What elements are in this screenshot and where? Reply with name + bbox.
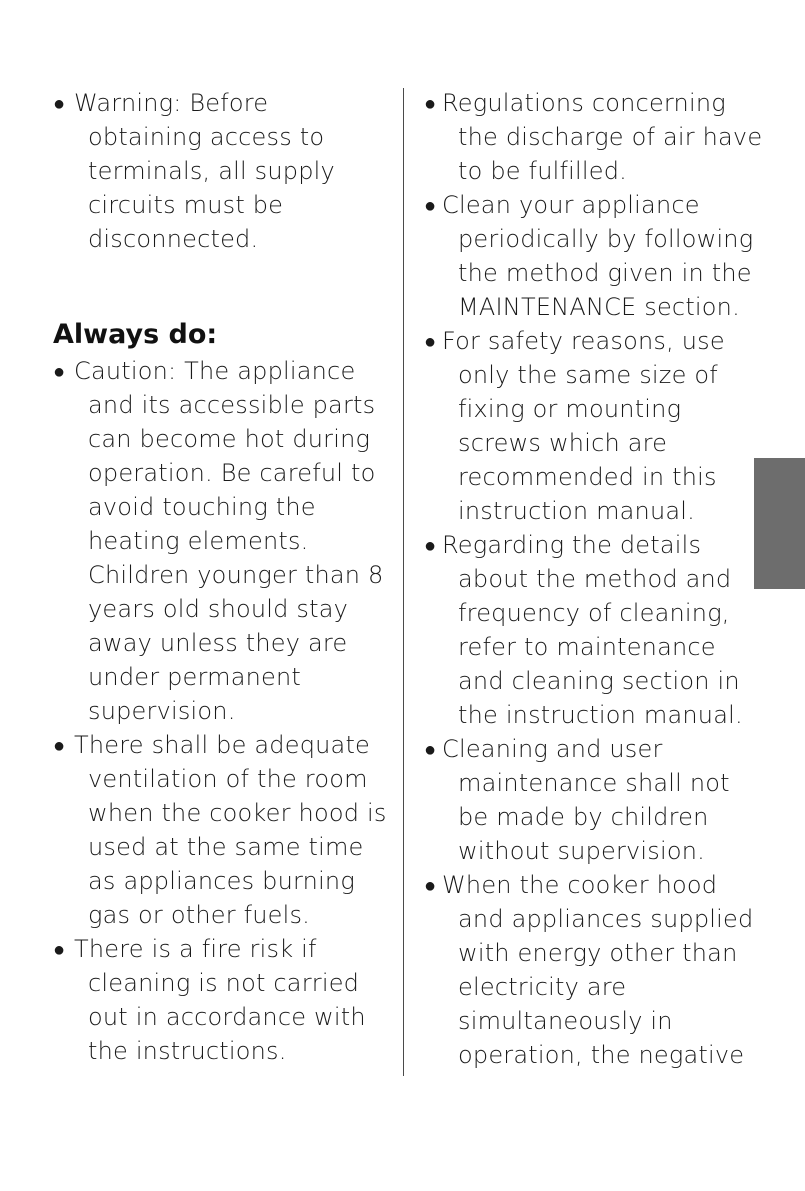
item-line: can become hot during (88, 425, 371, 453)
item-line: used at the same time (88, 833, 364, 861)
item-line: and cleaning section in (458, 667, 740, 695)
item-line: Children younger than 8 (88, 561, 384, 589)
item-line: frequency of cleaning, (458, 599, 730, 627)
item-line: the method given in the (458, 259, 752, 287)
item-line: to be fulfilled. (458, 157, 627, 185)
item-line: years old should stay (88, 595, 349, 623)
item-line: ventilation of the room (88, 765, 368, 793)
left-column (53, 86, 398, 1068)
item-line: MAINTENANCE section. (458, 293, 740, 321)
item-line: There shall be adequate (74, 731, 371, 759)
item-line: and its accessible parts (88, 391, 376, 419)
item-line: Cleaning and user (442, 735, 663, 763)
list-item (424, 324, 764, 528)
item-line: terminals, all supply (88, 157, 335, 185)
item-line: operation. Be careful to (88, 459, 376, 487)
item-line: Warning: Before (74, 89, 269, 117)
item-line: maintenance shall not (458, 769, 730, 797)
item-line: There is a fire risk if (74, 935, 317, 963)
item-line: Clean your appliance (442, 191, 700, 219)
list-item (424, 86, 764, 188)
item-line: about the method and (458, 565, 732, 593)
bullet-icon: ● (424, 737, 437, 761)
item-line: instruction manual. (458, 497, 695, 525)
warning-item (53, 86, 398, 256)
list-item (53, 354, 398, 728)
item-line: the instructions. (88, 1037, 287, 1065)
right-column (424, 86, 764, 1072)
section-side-tab (754, 458, 805, 589)
item-line: when the cooker hood is (88, 799, 387, 827)
item-line: operation, the negative (458, 1041, 745, 1069)
item-line: with energy other than (458, 939, 738, 967)
bullet-icon: ● (424, 193, 437, 217)
list-item (424, 732, 764, 868)
item-line: disconnected. (88, 225, 259, 253)
list-item (424, 868, 764, 1072)
item-line: periodically by following (458, 225, 754, 253)
item-line: Caution: The appliance (74, 357, 356, 385)
item-line: as appliances burning (88, 867, 355, 895)
list-item (424, 188, 764, 324)
list-item (424, 528, 764, 732)
item-line: circuits must be (88, 191, 284, 219)
column-divider (403, 88, 404, 1076)
item-line: When the cooker hood (442, 871, 718, 899)
item-line: For safety reasons, use (442, 327, 725, 355)
item-line: without supervision. (458, 837, 705, 865)
item-line: obtaining access to (88, 123, 325, 151)
item-line: Regulations concerning (442, 89, 726, 117)
item-line: cleaning is not carried (88, 969, 360, 997)
item-line: recommended in this (458, 463, 717, 491)
item-line: only the same size of (458, 361, 718, 389)
item-line: fixing or mounting (458, 395, 682, 423)
item-line: gas or other fuels. (88, 901, 311, 929)
item-line: avoid touching the (88, 493, 316, 521)
bullet-icon: ● (53, 91, 66, 115)
item-line: away unless they are (88, 629, 348, 657)
list-item (53, 728, 398, 932)
bullet-icon: ● (53, 937, 66, 961)
bullet-icon: ● (424, 91, 437, 115)
item-line: supervision. (88, 697, 236, 725)
bullet-icon: ● (424, 873, 437, 897)
bullet-icon: ● (53, 359, 66, 383)
item-line: Regarding the details (442, 531, 702, 559)
item-line: be made by children (458, 803, 709, 831)
item-line: out in accordance with (88, 1003, 366, 1031)
item-line: under permanent (88, 663, 302, 691)
item-line: electricity are (458, 973, 627, 1001)
item-line: and appliances supplied (458, 905, 754, 933)
item-line: the discharge of air have (458, 123, 763, 151)
item-line: the instruction manual. (458, 701, 743, 729)
bullet-icon: ● (424, 329, 437, 353)
item-line: simultaneously in (458, 1007, 673, 1035)
bullet-icon: ● (53, 733, 66, 757)
item-line: heating elements. (88, 527, 309, 555)
item-line: refer to maintenance (458, 633, 716, 661)
list-item (53, 932, 398, 1068)
section-heading: Always do: (53, 319, 218, 350)
bullet-icon: ● (424, 533, 437, 557)
item-line: screws which are (458, 429, 668, 457)
